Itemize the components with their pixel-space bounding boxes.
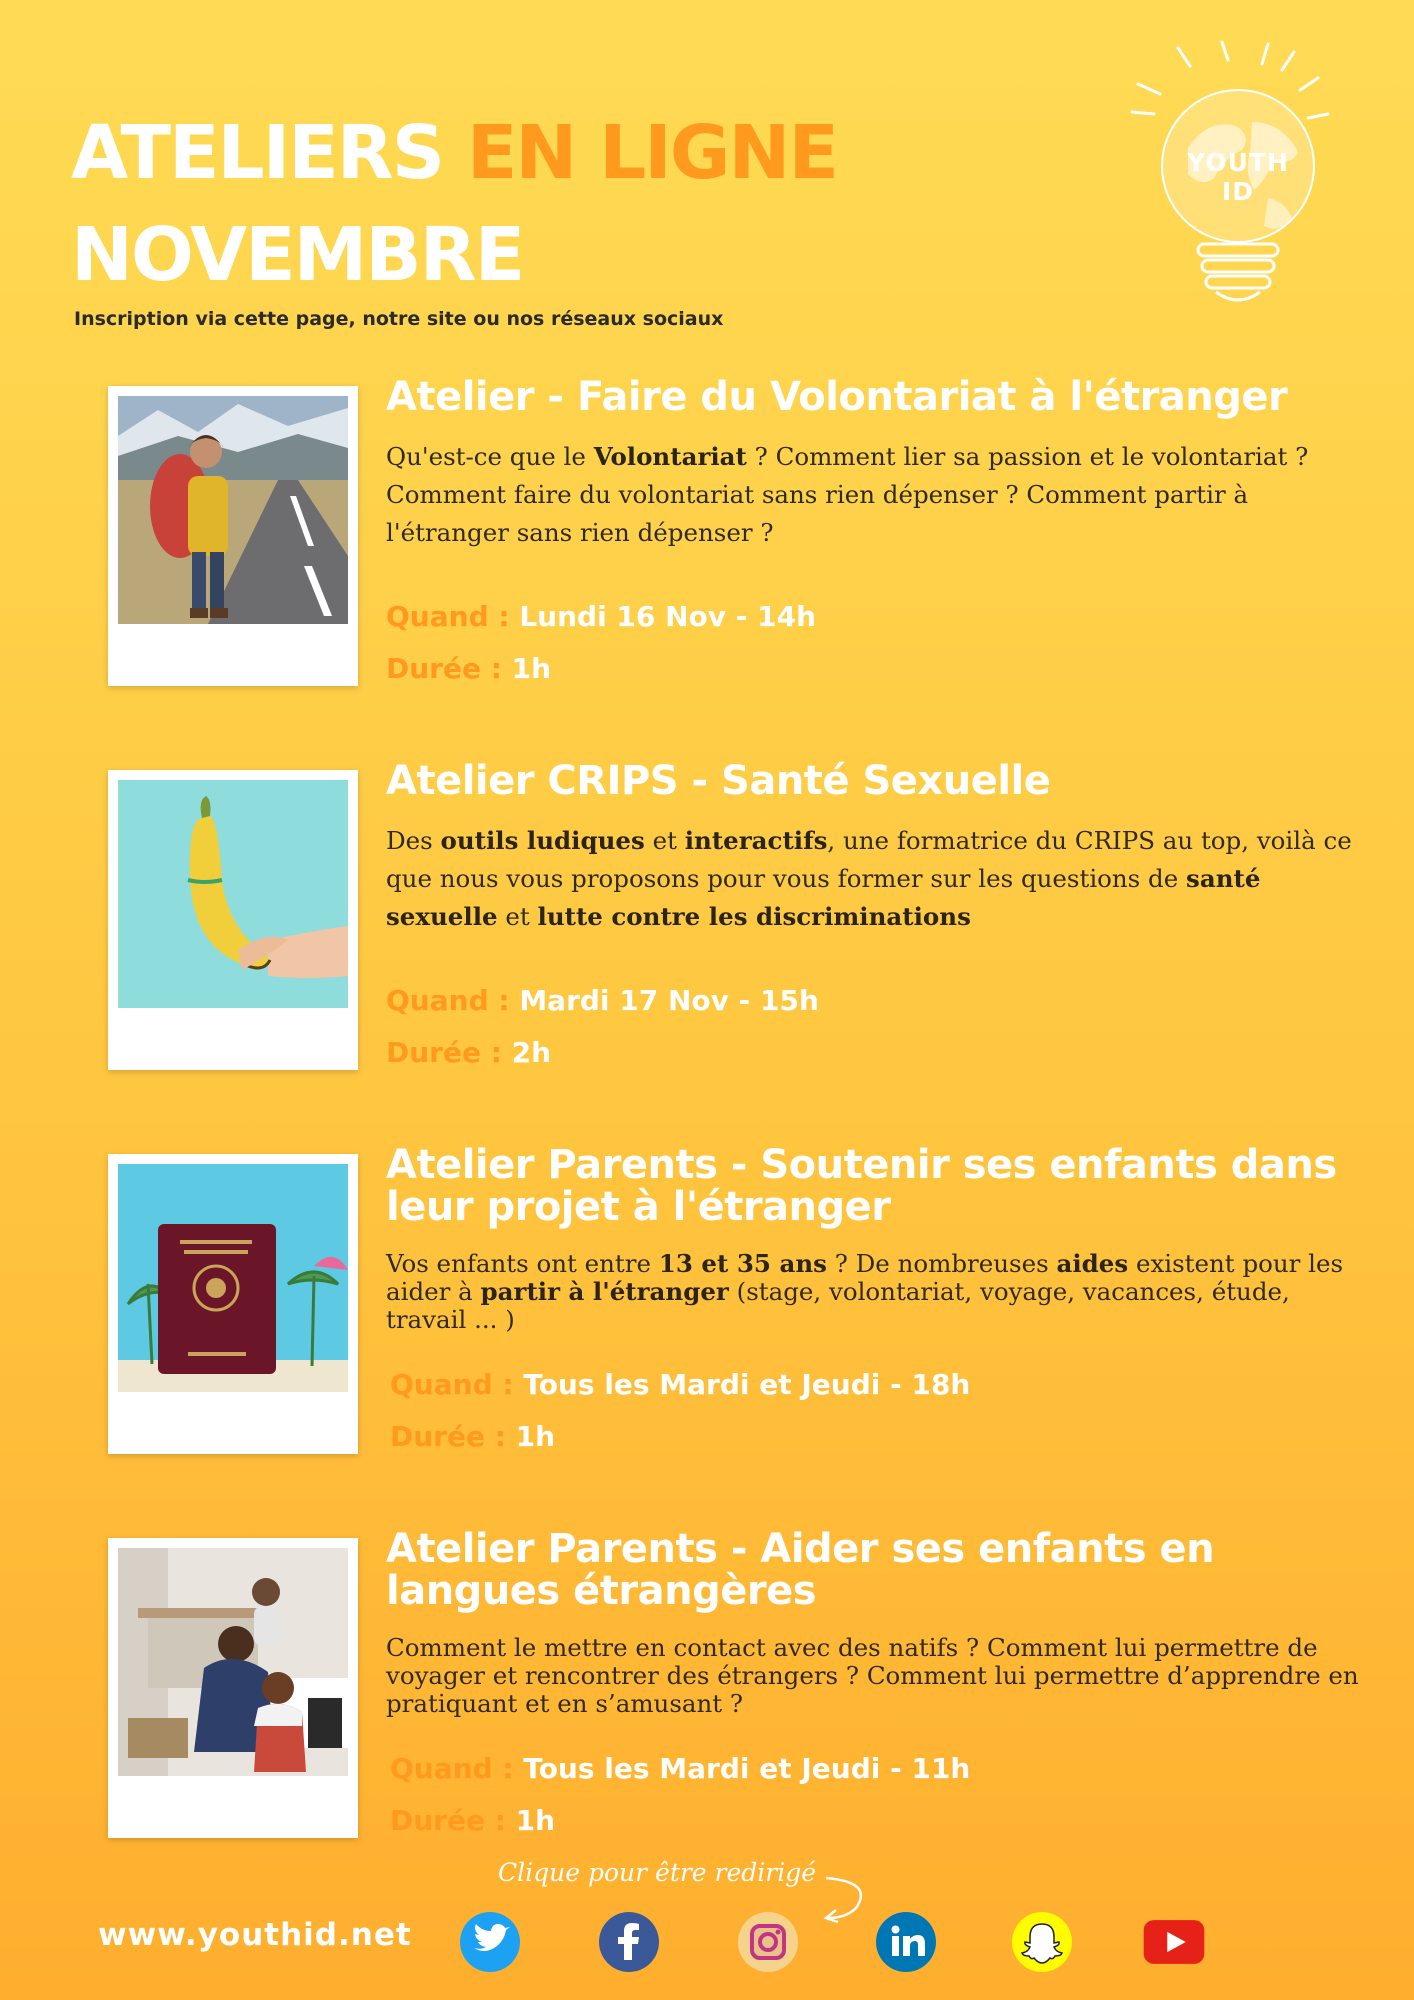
workshop-duration xyxy=(390,1420,555,1453)
banana-photo xyxy=(118,780,348,1008)
description-text: Vos enfants ont entre xyxy=(386,1249,659,1278)
workshop-title: Atelier Parents - Soutenir ses enfants dans leur projet à l'étranger xyxy=(386,1142,1337,1230)
snapchat-icon xyxy=(1010,1910,1074,1974)
description-text: (stage, volontariat, voyage, vacances, étude, travail ... ) xyxy=(386,1277,1290,1334)
redirect-note: Clique pour être redirigé xyxy=(498,1858,817,1887)
workshop-photo-frame xyxy=(108,1538,358,1838)
description-highlight: interactifs xyxy=(684,826,828,855)
description-text: ? Comment lier sa passion et le volontariat ? Comment faire du volontariat sans rien dépenser ? Comment partir à l'étranger sans rien dépenser ? xyxy=(386,442,1309,547)
workshop-when xyxy=(386,600,816,633)
workshop-title: Atelier - Faire du Volontariat à l'étranger xyxy=(386,374,1288,420)
duration-value: 1h xyxy=(515,1804,556,1837)
linkedin-button[interactable] xyxy=(874,1910,938,1974)
description-text: existent pour les aider à xyxy=(386,1249,1344,1306)
facebook-icon xyxy=(597,1910,661,1974)
description-highlight: aides xyxy=(1056,1249,1129,1278)
description-highlight: 13 et 35 ans xyxy=(658,1249,827,1278)
workshop-description xyxy=(386,438,1366,552)
youtube-button[interactable] xyxy=(1142,1910,1206,1974)
workshop-when xyxy=(390,1368,970,1401)
description-text: et xyxy=(644,826,685,855)
page-title-line-2: NOVEMBRE xyxy=(71,212,524,298)
workshop-photo-frame xyxy=(108,386,358,686)
when-label: Quand : xyxy=(390,1368,514,1401)
when-label: Quand : xyxy=(390,1752,514,1785)
when-value: Lundi 16 Nov - 14h xyxy=(519,600,817,633)
title-word-en-ligne: EN LIGNE xyxy=(466,110,837,196)
description-text: ? De nombreuses xyxy=(826,1249,1057,1278)
description-text: , une formatrice du CRIPS au top, voilà ce que nous vous proposons pour vous former sur les questions de xyxy=(386,826,1352,893)
curved-arrow-icon xyxy=(818,1874,878,1924)
linkedin-icon xyxy=(874,1910,938,1974)
duration-label: Durée : xyxy=(390,1804,506,1837)
workshop-duration xyxy=(390,1804,555,1837)
youth-id-logo xyxy=(1118,38,1358,318)
description-text: Comment le mettre en contact avec des natifs ? Comment lui permettre de voyager et rencontrer des étrangers ? Comment lui permettre d’apprendre en pratiquant et en s’amusant ? xyxy=(386,1633,1359,1718)
description-highlight: santé sexuelle xyxy=(386,864,1261,931)
duration-value: 1h xyxy=(515,1420,556,1453)
youtube-icon xyxy=(1142,1914,1206,1970)
page-subtitle: Inscription via cette page, notre site ou nos réseaux sociaux xyxy=(74,308,724,330)
description-text: et xyxy=(497,902,538,931)
duration-label: Durée : xyxy=(386,1036,502,1069)
family-photo xyxy=(118,1548,348,1776)
twitter-button[interactable] xyxy=(458,1910,522,1974)
logo-text: YOUTH ID xyxy=(1187,148,1289,206)
workshop-card-3 xyxy=(0,1142,1414,1474)
workshop-when xyxy=(386,984,819,1017)
when-value: Tous les Mardi et Jeudi - 18h xyxy=(523,1368,971,1401)
workshop-when xyxy=(390,1752,970,1785)
workshop-card-1 xyxy=(0,374,1414,706)
page-title-line-1 xyxy=(71,110,837,196)
duration-value: 2h xyxy=(511,1036,552,1069)
description-text: Des xyxy=(386,826,441,855)
snapchat-button[interactable] xyxy=(1010,1910,1074,1974)
when-value: Tous les Mardi et Jeudi - 11h xyxy=(523,1752,971,1785)
workshop-description xyxy=(386,1634,1366,1718)
instagram-icon xyxy=(736,1910,800,1974)
instagram-button[interactable] xyxy=(736,1910,800,1974)
facebook-button[interactable] xyxy=(597,1910,661,1974)
duration-value: 1h xyxy=(511,652,552,685)
description-highlight: partir à l'étranger xyxy=(480,1277,729,1306)
workshop-duration xyxy=(386,652,551,685)
description-highlight: lutte contre les discriminations xyxy=(537,902,971,931)
when-label: Quand : xyxy=(386,600,510,633)
title-word-ateliers: ATELIERS xyxy=(71,110,444,196)
workshop-card-2 xyxy=(0,758,1414,1090)
description-text: Qu'est-ce que le xyxy=(386,442,594,471)
when-value: Mardi 17 Nov - 15h xyxy=(519,984,819,1017)
workshop-title: Atelier CRIPS - Santé Sexuelle xyxy=(386,758,1051,804)
duration-label: Durée : xyxy=(390,1420,506,1453)
workshop-description xyxy=(386,822,1366,936)
workshop-duration xyxy=(386,1036,551,1069)
description-highlight: outils ludiques xyxy=(440,826,645,855)
workshop-photo-frame xyxy=(108,770,358,1070)
duration-label: Durée : xyxy=(386,652,502,685)
twitter-icon xyxy=(458,1910,522,1974)
workshop-title: Atelier Parents - Aider ses enfants en langues étrangères xyxy=(386,1526,1215,1614)
passport-photo xyxy=(118,1164,348,1392)
when-label: Quand : xyxy=(386,984,510,1017)
workshop-photo-frame xyxy=(108,1154,358,1454)
website-link[interactable]: www.youthid.net xyxy=(98,1917,412,1953)
description-highlight: Volontariat xyxy=(593,442,747,471)
workshop-card-4 xyxy=(0,1526,1414,1858)
hiker-photo xyxy=(118,396,348,624)
workshop-description xyxy=(386,1250,1366,1334)
